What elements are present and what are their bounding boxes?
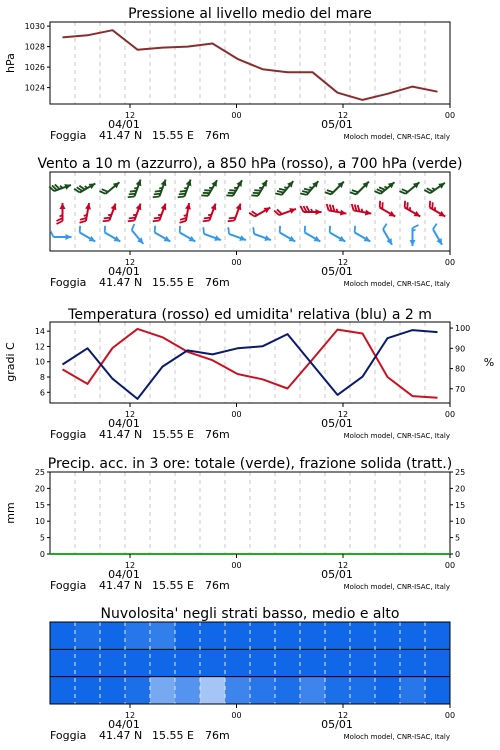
barb-feather — [201, 227, 206, 234]
wind-barb — [350, 177, 371, 198]
x-tick-label: 00 — [231, 258, 242, 267]
cloud-cell — [325, 622, 351, 649]
barb-feather — [327, 226, 333, 233]
cloud-cell — [275, 649, 301, 676]
cloud-cell — [250, 622, 276, 649]
barb-feather — [128, 194, 135, 199]
barb-feather — [77, 226, 83, 233]
wind-barb — [203, 201, 219, 224]
cloud-cell — [375, 622, 401, 649]
cloud-cell — [175, 677, 201, 704]
y-tick-label: 20 — [34, 484, 45, 494]
y-tick-label: 6 — [39, 388, 45, 398]
wind-barb — [379, 224, 397, 247]
barb-head — [314, 236, 322, 244]
wind-barb — [424, 178, 446, 197]
cloud-cell — [50, 649, 76, 676]
cloud-cell — [200, 677, 226, 704]
wind-barb — [301, 206, 322, 215]
cloud-cell — [400, 677, 426, 704]
cloud-cell — [100, 649, 126, 676]
y-tick-label: 10 — [34, 517, 45, 527]
model-credit: Moloch model, CNR-ISAC, Italy — [343, 432, 450, 440]
wind-barb — [351, 226, 374, 244]
x-tick-label: 00 — [231, 410, 242, 419]
wind-barb — [128, 201, 144, 224]
barb-feather — [130, 224, 137, 230]
barb-feather — [102, 226, 108, 233]
cloud-cell — [75, 677, 101, 704]
barb-feather — [178, 194, 185, 199]
cloud-cell — [225, 677, 251, 704]
x-tick-label: 12 — [124, 410, 136, 419]
x-tick-label: 00 — [231, 711, 242, 720]
barb-feather — [251, 227, 256, 234]
barb-head — [60, 203, 66, 209]
wind-barb — [228, 201, 244, 224]
model-credit: Moloch model, CNR-ISAC, Italy — [343, 133, 450, 141]
cloud-cell — [175, 622, 201, 649]
date-label: 04/01 — [108, 118, 140, 131]
wind-barb — [249, 202, 272, 220]
site-name: Foggia — [50, 276, 87, 289]
y-tick-label: 5 — [39, 533, 45, 543]
site-lon: 15.55 E — [152, 276, 194, 289]
cloud-cell — [350, 649, 376, 676]
wind-barb — [276, 226, 299, 244]
site-alt: 76m — [205, 276, 230, 289]
site-alt: 76m — [205, 729, 230, 742]
wind-barb — [350, 204, 372, 217]
barb-feather — [413, 225, 419, 228]
wind-barb — [57, 203, 66, 224]
wind-barb — [325, 177, 346, 198]
site-lat: 41.47 N — [99, 129, 143, 142]
panel-title: Vento a 10 m (azzurro), a 850 hPa (rosso), a 700 hPa (verde) — [37, 156, 463, 172]
cloud-cell — [375, 677, 401, 704]
barb-feather — [228, 218, 235, 223]
x-tick-label: 00 — [444, 410, 456, 419]
x-tick-label: 12 — [337, 258, 349, 267]
cloud-cell — [75, 622, 101, 649]
wind-barb — [76, 226, 99, 244]
wind-barb — [151, 226, 174, 244]
wind-barb — [426, 201, 449, 219]
x-tick-label: 12 — [337, 111, 349, 120]
site-name: Foggia — [50, 129, 87, 142]
y-tick-label-right: 10 — [455, 517, 466, 527]
panel-title: Pressione al livello medio del mare — [128, 6, 372, 22]
wind-barb — [80, 202, 93, 224]
cloud-cell — [375, 649, 401, 676]
wind-barb — [226, 177, 244, 200]
x-tick-label: 12 — [124, 258, 136, 267]
y-tick-label: 25 — [34, 468, 45, 477]
x-tick-label: 12 — [337, 711, 349, 720]
y-tick-label: 10 — [34, 357, 45, 367]
wind-barb — [201, 177, 219, 200]
date-label: 05/01 — [321, 417, 353, 430]
site-alt: 76m — [205, 428, 230, 441]
wind-barb — [251, 177, 269, 200]
x-tick-label: 12 — [124, 561, 136, 570]
site-lon: 15.55 E — [152, 129, 194, 142]
date-label: 05/01 — [321, 265, 353, 278]
wind-barb — [176, 226, 199, 244]
wind-barb — [99, 178, 121, 198]
cloud-cell — [225, 649, 251, 676]
wind-barb — [399, 178, 421, 198]
cloud-cell — [275, 622, 301, 649]
barb-head — [386, 238, 394, 246]
y-tick-label-right: 80 — [455, 364, 466, 374]
wind-barb — [51, 231, 72, 240]
site-name: Foggia — [50, 428, 87, 441]
wind-barb — [101, 226, 124, 244]
wind-barb — [180, 202, 193, 224]
x-tick-label: 00 — [444, 561, 456, 570]
cloud-cell — [325, 677, 351, 704]
wind-barb — [200, 227, 223, 243]
y-tick-label: 12 — [34, 342, 45, 352]
cloud-cell — [150, 649, 176, 676]
wind-barb — [127, 224, 147, 246]
site-lat: 41.47 N — [99, 276, 143, 289]
y-tick-label-right: 100 — [455, 324, 471, 334]
wind-barb — [153, 201, 169, 224]
barb-head — [89, 236, 97, 244]
y-tick-label: 1028 — [24, 42, 45, 52]
cloud-cell — [125, 622, 151, 649]
wind-barb — [376, 201, 399, 219]
site-lon: 15.55 E — [152, 428, 194, 441]
cloud-cell — [400, 622, 426, 649]
barb-head — [414, 211, 422, 219]
x-tick-label: 12 — [337, 561, 349, 570]
cloud-cell — [100, 622, 126, 649]
site-name: Foggia — [50, 579, 87, 592]
date-label: 04/01 — [108, 265, 140, 278]
cloud-cell — [400, 649, 426, 676]
wind-barb — [429, 224, 447, 247]
site-name: Foggia — [50, 729, 87, 742]
wind-barb — [225, 227, 248, 243]
barb-feather — [226, 227, 231, 234]
barb-head — [436, 238, 444, 246]
cloud-cell — [250, 649, 276, 676]
wind-barb — [326, 226, 349, 244]
site-alt: 76m — [205, 579, 230, 592]
cloud-cell — [425, 649, 451, 676]
x-tick-label: 00 — [231, 111, 242, 120]
cloud-cell — [425, 622, 451, 649]
wind-barb — [274, 203, 297, 219]
date-label: 05/01 — [321, 118, 353, 131]
cloud-cell — [275, 677, 301, 704]
barb-feather — [103, 218, 110, 223]
cloud-cell — [300, 622, 326, 649]
cloud-cell — [225, 622, 251, 649]
x-tick-label: 00 — [444, 258, 456, 267]
cloud-cell — [325, 649, 351, 676]
cloud-cell — [125, 649, 151, 676]
cloud-cell — [125, 677, 151, 704]
barb-head — [364, 236, 372, 244]
cloud-cell — [100, 677, 126, 704]
y-tick-label-right: 90 — [455, 344, 466, 354]
site-alt: 76m — [205, 129, 230, 142]
barb-feather — [432, 224, 439, 230]
barb-feather — [152, 226, 158, 233]
cloud-cell — [350, 622, 376, 649]
site-lat: 41.47 N — [99, 428, 143, 441]
wind-barb — [325, 204, 347, 217]
y-axis-label: hPa — [4, 53, 17, 73]
site-lon: 15.55 E — [152, 729, 194, 742]
y-tick-label-right: 25 — [455, 468, 466, 477]
barb-head — [264, 205, 272, 213]
x-tick-label: 00 — [444, 711, 456, 720]
panel-title: Temperatura (rosso) ed umidita' relativa (blu) a 2 m — [68, 307, 432, 323]
y-tick-label: 8 — [39, 373, 45, 383]
barb-head — [410, 240, 416, 246]
y-axis-label: gradi C — [4, 342, 17, 382]
date-label: 04/01 — [108, 718, 140, 731]
y-axis-label: mm — [4, 502, 17, 524]
y-tick-label-right: 15 — [455, 500, 466, 510]
barb-feather — [302, 226, 308, 233]
y-tick-label: 0 — [39, 550, 45, 559]
wind-barb — [153, 177, 169, 200]
wind-barb — [178, 177, 194, 200]
y-tick-label-right: 70 — [455, 384, 466, 394]
barb-head — [389, 211, 397, 219]
y-tick-label: 1026 — [24, 63, 45, 73]
cloud-cell — [75, 649, 101, 676]
barb-head — [261, 179, 269, 187]
wind-barb — [103, 201, 119, 224]
cloud-cell — [350, 677, 376, 704]
wind-barb — [301, 226, 324, 244]
cloud-cell — [150, 677, 176, 704]
y-tick-label: 15 — [34, 500, 45, 510]
x-tick-label: 12 — [124, 711, 136, 720]
cloud-cell — [250, 677, 276, 704]
wind-barb — [250, 227, 273, 243]
x-tick-label: 12 — [124, 111, 136, 120]
site-lon: 15.55 E — [152, 579, 194, 592]
cloud-cell — [50, 677, 76, 704]
barb-head — [289, 236, 297, 244]
barb-head — [89, 181, 97, 189]
y-tick-label: 1024 — [24, 83, 45, 93]
barb-head — [339, 236, 347, 244]
y-axis-label-right: % — [483, 356, 495, 369]
y-tick-label-right: 0 — [455, 550, 461, 559]
barb-feather — [128, 218, 135, 223]
date-label: 05/01 — [321, 718, 353, 731]
barb-feather — [382, 224, 389, 230]
barb-feather — [51, 231, 54, 237]
barb-feather — [203, 218, 210, 223]
cloud-cell — [50, 622, 76, 649]
barb-head — [164, 236, 172, 244]
y-tick-label-right: 5 — [455, 533, 461, 543]
cloud-cell — [150, 622, 176, 649]
panel-title: Nuvolosita' negli strati basso, medio e alto — [100, 606, 400, 622]
x-tick-label: 00 — [231, 561, 242, 570]
wind-barb — [128, 177, 144, 200]
barb-head — [66, 234, 72, 240]
site-lat: 41.47 N — [99, 729, 143, 742]
y-tick-label: 1030 — [24, 22, 45, 32]
model-credit: Moloch model, CNR-ISAC, Italy — [343, 280, 450, 288]
cloud-cell — [425, 677, 451, 704]
barb-feather — [177, 226, 183, 233]
cloud-cell — [300, 677, 326, 704]
x-tick-label: 12 — [337, 410, 349, 419]
model-credit: Moloch model, CNR-ISAC, Italy — [343, 583, 450, 591]
barb-head — [236, 179, 244, 187]
model-credit: Moloch model, CNR-ISAC, Italy — [343, 733, 450, 741]
site-lat: 41.47 N — [99, 579, 143, 592]
barb-head — [316, 209, 322, 215]
wind-barb — [374, 178, 396, 198]
x-tick-label: 00 — [444, 111, 456, 120]
panel-title: Precip. acc. in 3 ore: totale (verde), frazione solida (tratt.) — [47, 456, 453, 472]
wind-barb — [401, 201, 424, 219]
barb-feather — [352, 226, 358, 233]
wind-barb — [74, 178, 97, 196]
date-label: 04/01 — [108, 417, 140, 430]
wind-barb — [49, 179, 72, 195]
y-tick-label: 14 — [34, 327, 45, 337]
cloud-cell — [200, 622, 226, 649]
barb-head — [189, 236, 197, 244]
wind-barb — [300, 177, 320, 199]
cloud-cell — [175, 649, 201, 676]
cloud-cell — [300, 649, 326, 676]
wind-barb — [410, 225, 419, 246]
barb-feather — [277, 226, 283, 233]
barb-feather — [153, 194, 160, 199]
barb-head — [439, 211, 447, 219]
date-label: 04/01 — [108, 568, 140, 581]
barb-head — [211, 179, 219, 187]
cloud-cell — [200, 649, 226, 676]
date-label: 05/01 — [321, 568, 353, 581]
wind-barb — [275, 177, 295, 199]
barb-head — [114, 236, 122, 244]
barb-feather — [153, 218, 160, 223]
y-tick-label-right: 20 — [455, 484, 466, 494]
